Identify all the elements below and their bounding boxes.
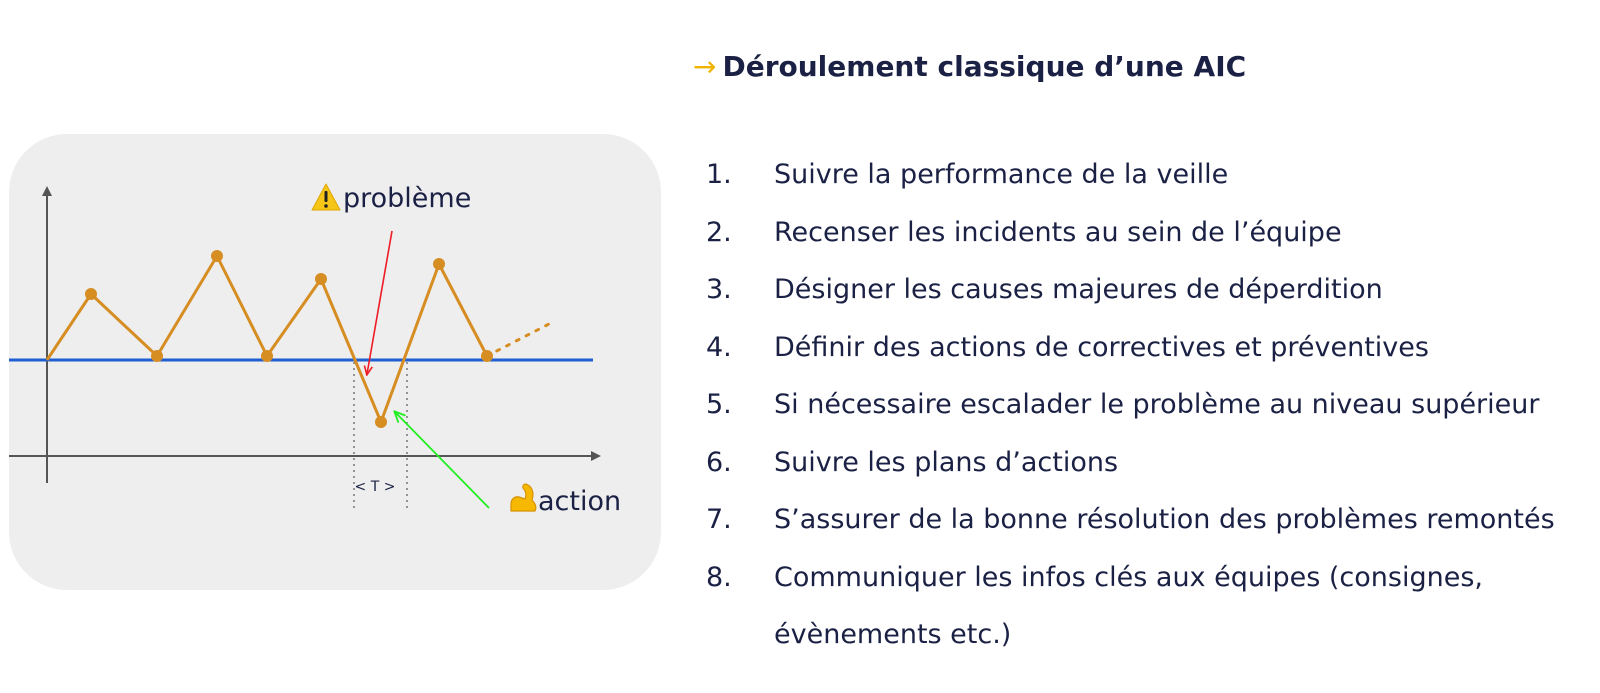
step-text: Désigner les causes majeures de déperdition bbox=[774, 274, 1383, 305]
warning-icon bbox=[312, 184, 340, 210]
step-number: 5. bbox=[706, 389, 732, 420]
step-text: Suivre la performance de la veille bbox=[774, 159, 1229, 190]
step-number: 7. bbox=[706, 504, 732, 535]
step-text: S’assurer de la bonne résolution des problèmes remontés bbox=[774, 504, 1555, 535]
heading-text: Déroulement classique d’une AIC bbox=[722, 50, 1247, 83]
list-item bbox=[706, 549, 1586, 664]
problem-label: problème bbox=[343, 183, 472, 214]
action-arrow bbox=[395, 412, 489, 508]
list-item bbox=[706, 491, 1586, 549]
series-point bbox=[315, 273, 327, 285]
step-text: Communiquer les infos clés aux équipes (consignes, évènements etc.) bbox=[774, 561, 1483, 650]
step-number: 3. bbox=[706, 274, 732, 305]
series-point bbox=[375, 416, 387, 428]
list-item bbox=[706, 204, 1586, 262]
list-item bbox=[706, 434, 1586, 492]
series-point bbox=[211, 250, 223, 262]
action-label: action bbox=[538, 486, 622, 517]
step-text: Si nécessaire escalader le problème au niveau supérieur bbox=[774, 389, 1540, 420]
steps-list bbox=[706, 146, 1586, 664]
list-item bbox=[706, 146, 1586, 204]
series-point bbox=[85, 288, 97, 300]
series-point bbox=[481, 350, 493, 362]
problem-arrow bbox=[367, 231, 392, 374]
list-item bbox=[706, 261, 1586, 319]
period-label: < T > bbox=[354, 479, 396, 495]
step-text: Définir des actions de correctives et préventives bbox=[774, 331, 1429, 363]
list-item bbox=[706, 319, 1586, 377]
flexed-biceps-icon bbox=[511, 484, 536, 511]
series-point bbox=[433, 258, 445, 270]
series-point bbox=[261, 350, 273, 362]
list-item bbox=[706, 376, 1586, 434]
arrow-icon: → bbox=[693, 50, 717, 83]
step-number: 8. bbox=[706, 561, 732, 593]
diagram-card bbox=[9, 134, 661, 590]
series-continuation bbox=[487, 324, 549, 356]
step-number: 2. bbox=[706, 216, 732, 248]
step-text: Suivre les plans d’actions bbox=[774, 446, 1119, 478]
step-number: 1. bbox=[706, 159, 732, 190]
step-number: 6. bbox=[706, 446, 732, 478]
step-number: 4. bbox=[706, 331, 732, 363]
performance-diagram bbox=[9, 134, 661, 590]
section-heading bbox=[693, 50, 1246, 83]
series-point bbox=[151, 350, 163, 362]
step-text: Recenser les incidents au sein de l’équipe bbox=[774, 216, 1342, 248]
performance-series-line bbox=[47, 256, 487, 422]
